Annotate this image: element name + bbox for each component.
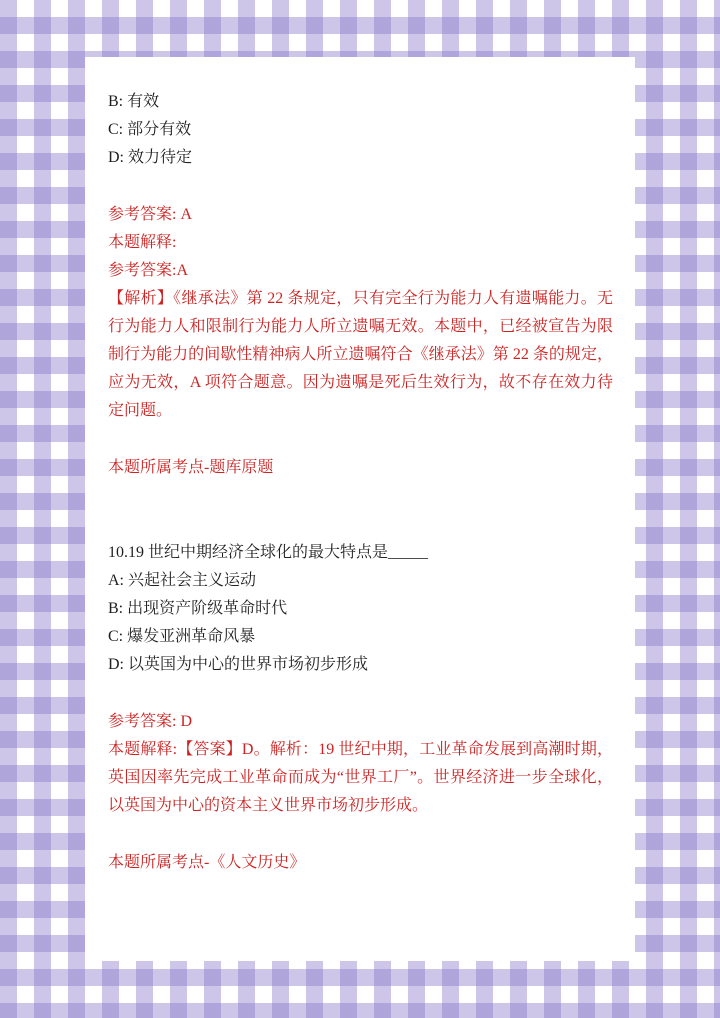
q10-option-a: A: 兴起社会主义运动 [108,572,257,589]
q10-reference-answer: 参考答案: D [108,713,193,730]
q10-explanation: 本题解释:【答案】D。解析：19 世纪中期，工业革命发展到高潮时期，英国因率先完成工业革命而成为“世界工厂”。世界经济进一步全球化，以英国为中心的资本主义世界市场初步形成。 [108,741,613,814]
q9-option-d: D: 效力待定 [108,149,193,166]
plaid-background [0,57,720,1018]
q10-option-c: C: 爆发亚洲革命风暴 [108,628,256,645]
q9-reference-answer-repeat: 参考答案:A [108,262,189,279]
q9-analysis: 【解析】《继承法》第 22 条规定，只有完全行为能力人有遗嘱能力。无行为能力人和限制行为能力人所立遗嘱无效。本题中，已经被宣告为限制行为能力的间歇性精神病人所立遗嘱符合《继承法》第 22 条的规定，应为无效，A 项符合题意。因为遗嘱是死后生效行为，故不存在效力待定问题。 [108,290,613,419]
q10-category: 本题所属考点-《人文历史》 [108,854,306,871]
q9-category: 本题所属考点-题库原题 [108,459,274,476]
q9-option-b: B: 有效 [108,93,160,110]
q10-option-b: B: 出现资产阶级革命时代 [108,600,288,617]
q9-option-c: C: 部分有效 [108,121,192,138]
q10-option-d: D: 以英国为中心的世界市场初步形成 [108,656,369,673]
q10-stem: 10.19 世纪中期经济全球化的最大特点是_____ [108,544,429,561]
q9-explanation-label: 本题解释: [108,234,177,251]
q9-reference-answer: 参考答案: A [108,206,193,223]
document-page [85,57,635,961]
